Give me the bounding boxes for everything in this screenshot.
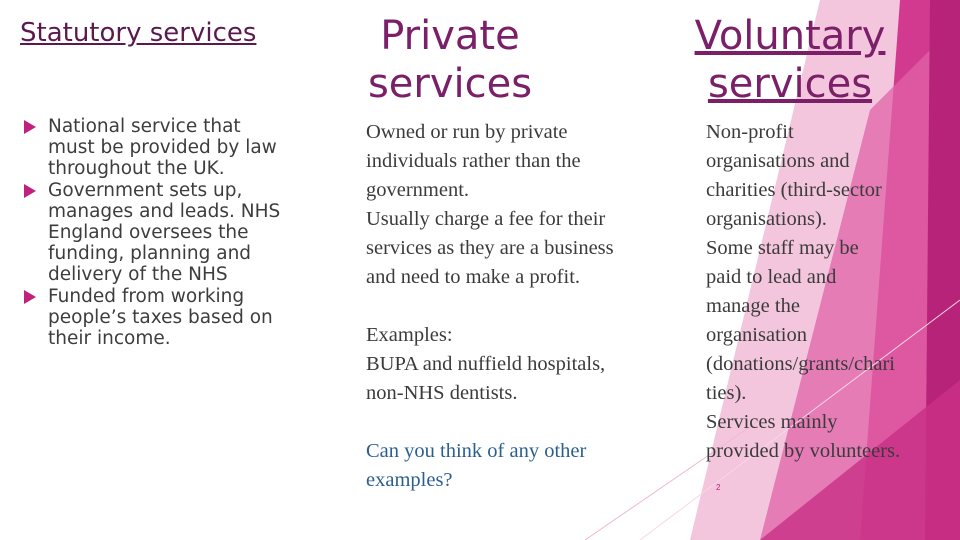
voluntary-services-heading [690, 12, 890, 108]
voluntary-line: ties). [706, 382, 747, 404]
question-line: Can you think of any other [366, 440, 587, 462]
voluntary-line: manage the [706, 295, 800, 317]
private-line: individuals rather than the [366, 150, 581, 172]
private-heading-line1: Private [380, 13, 520, 59]
private-heading-line2: services [367, 61, 533, 107]
statutory-services-heading: Statutory services [20, 18, 257, 48]
statutory-bullet-list [22, 116, 282, 350]
triangle-bullet-icon [24, 184, 36, 198]
bullet-text: National service that must be provided by law throughout the UK. [48, 116, 277, 179]
voluntary-line: Some staff may be [706, 237, 859, 259]
voluntary-services-text [706, 118, 942, 466]
voluntary-line: Non-profit [706, 121, 794, 143]
examples-line: BUPA and nuffield hospitals, [366, 353, 606, 375]
bullet-text: Funded from working people’s taxes based on their income. [48, 286, 273, 349]
bullet-item [22, 180, 282, 285]
private-line: services as they are a business [366, 237, 614, 259]
private-line: government. [366, 179, 470, 201]
private-line: and need to make a profit. [366, 266, 581, 288]
bullet-item [22, 286, 282, 349]
voluntary-heading-line2: services [707, 61, 873, 107]
private-line: Owned or run by private [366, 121, 568, 143]
voluntary-line: organisations). [706, 208, 827, 230]
voluntary-line: Services mainly [706, 411, 838, 433]
page-number: 2 [716, 483, 721, 492]
voluntary-line: organisations and [706, 150, 850, 172]
examples-label: Examples: [366, 324, 453, 346]
voluntary-line: organisation [706, 324, 807, 346]
voluntary-line: charities (third-sector [706, 179, 882, 201]
private-line: Usually charge a fee for their [366, 208, 606, 230]
voluntary-line: (donations/grants/chari [706, 353, 896, 375]
voluntary-heading-line1: Voluntary [694, 13, 886, 59]
private-services-heading [345, 12, 555, 108]
triangle-bullet-icon [24, 290, 36, 304]
voluntary-line: paid to lead and [706, 266, 837, 288]
question-line: examples? [366, 469, 453, 491]
examples-line: non-NHS dentists. [366, 382, 518, 404]
bullet-text: Government sets up, manages and leads. NHS England oversees the funding, planning and delivery of the NHS [48, 180, 281, 285]
private-services-text [366, 118, 666, 495]
voluntary-line: provided by volunteers. [706, 440, 901, 462]
triangle-bullet-icon [24, 120, 36, 134]
bullet-item [22, 116, 282, 179]
